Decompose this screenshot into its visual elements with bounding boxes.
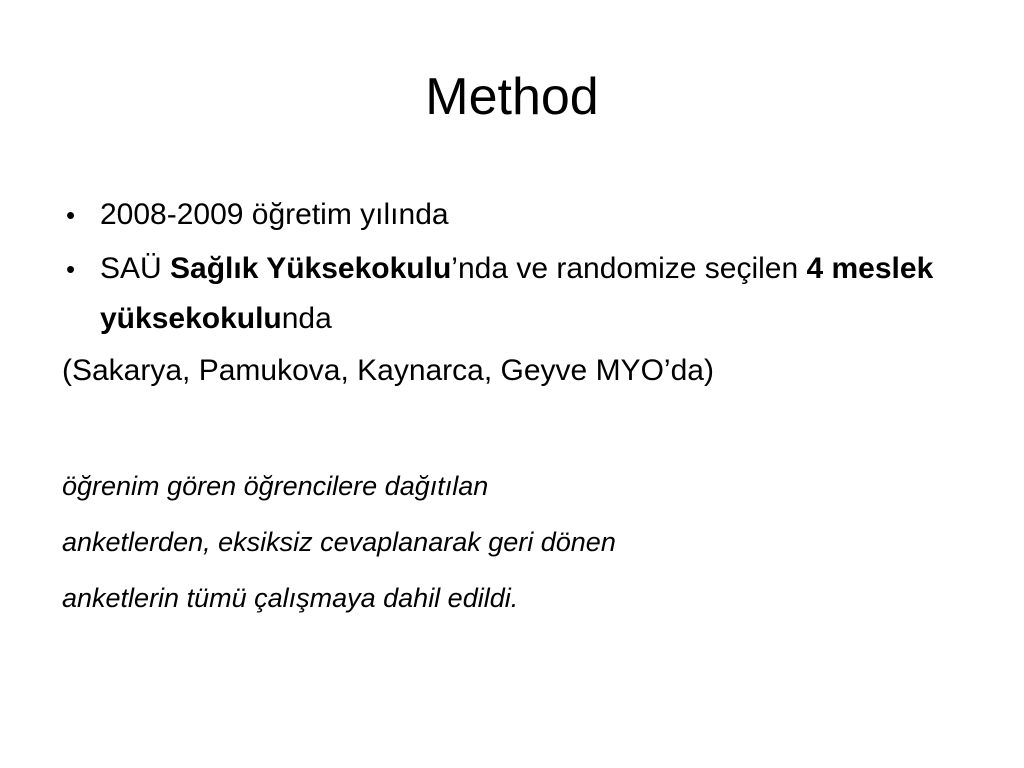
slide-body (62, 190, 982, 626)
bullet-icon: • (66, 254, 76, 284)
bullet-2-bold-school: Sağlık Yüksekokulu (170, 252, 452, 285)
italic-note (62, 458, 982, 626)
bullet-2-bold-schools: 4 meslek yüksekokulu (100, 252, 934, 335)
bullet-item-2 (62, 244, 982, 344)
italic-line-1: öğrenim gören öğrencilere dağıtılan (62, 471, 489, 501)
slide-title: Method (425, 68, 599, 126)
italic-line-2: anketlerden, eksiksiz cevaplanarak geri dönen (62, 527, 616, 557)
bullet-item-1 (62, 190, 982, 240)
bullet-1-text: 2008-2009 öğretim yılında (100, 198, 449, 231)
bullet-2-text-part3: nda (281, 302, 332, 335)
bullet-2-text-part1: SAÜ (100, 252, 171, 285)
italic-line-3: anketlerin tümü çalışmaya dahil edildi. (62, 583, 519, 613)
locations-line: (Sakarya, Pamukova, Kaynarca, Geyve MYO’da) (62, 354, 714, 387)
bullet-icon: • (66, 200, 76, 230)
bullet-2-text-part2: ’nda ve randomize seçilen (451, 252, 807, 285)
